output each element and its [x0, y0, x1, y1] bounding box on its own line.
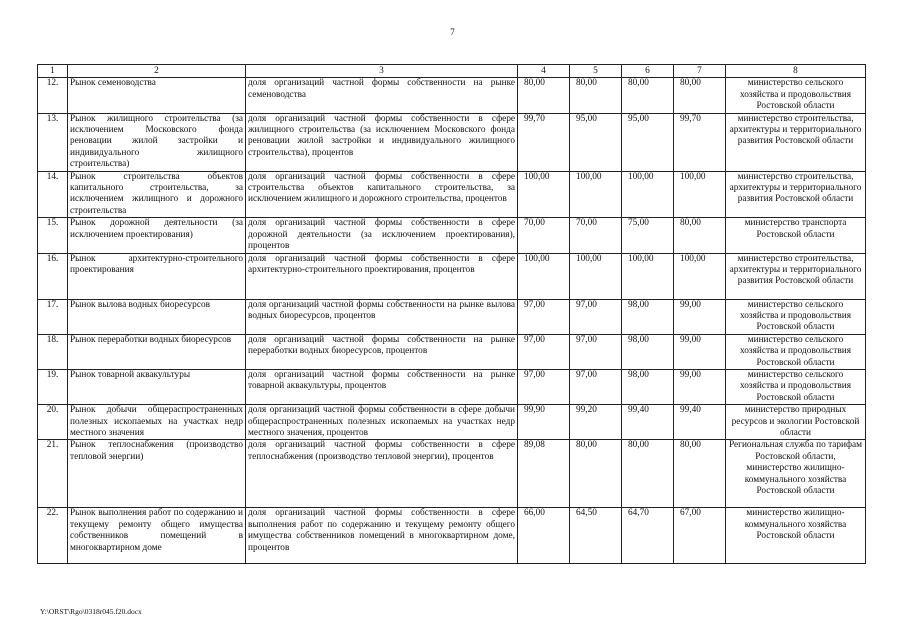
row-number: 17.	[38, 299, 68, 334]
value-col-4: 99,70	[518, 113, 570, 171]
value-col-7: 99,00	[674, 369, 726, 404]
responsible-organization: министерство сельского хозяйства и продовольствия Ростовской области	[726, 78, 866, 113]
value-col-5: 97,00	[570, 369, 622, 404]
indicator-description: доля организаций частной формы собственности в сфере жилищного строительства (за исключением Московского фонда реновации жилой застройки и индивидуального жилищного строительства), процентов	[246, 113, 518, 171]
column-header: 4	[518, 65, 570, 78]
value-col-4: 97,00	[518, 299, 570, 334]
column-header: 1	[38, 65, 68, 78]
column-header: 7	[674, 65, 726, 78]
indicator-description: доля организаций частной формы собственности в сфере выполнения работ по содержанию и текущему ремонту общего имущества собственников помещений в многоквартирном доме, процентов	[246, 508, 518, 564]
indicator-description: доля организаций частной формы собственности в сфере архитектурно-строительного проектирования, процентов	[246, 253, 518, 299]
table-row	[38, 113, 866, 171]
header-row	[38, 65, 866, 78]
value-col-6: 95,00	[622, 113, 674, 171]
column-header: 3	[246, 65, 518, 78]
column-header: 5	[570, 65, 622, 78]
table-row	[38, 218, 866, 253]
value-col-4: 100,00	[518, 171, 570, 218]
market-name: Рынок семеноводства	[68, 78, 246, 113]
responsible-organization: министерство строительства, архитектуры и территориального развития Ростовской области	[726, 113, 866, 171]
value-col-4: 70,00	[518, 218, 570, 253]
column-header: 2	[68, 65, 246, 78]
value-col-4: 80,00	[518, 78, 570, 113]
responsible-organization: министерство сельского хозяйства и продовольствия Ростовской области	[726, 334, 866, 369]
responsible-organization: министерство транспорта Ростовской области	[726, 218, 866, 253]
page-number: 7	[450, 27, 455, 37]
market-name: Рынок товарной аквакультуры	[68, 369, 246, 404]
table-row	[38, 334, 866, 369]
indicator-description: доля организаций частной формы собственности на рынке переработки водных биоресурсов, процентов	[246, 334, 518, 369]
row-number: 21.	[38, 440, 68, 508]
value-col-4: 66,00	[518, 508, 570, 564]
table-row	[38, 253, 866, 299]
responsible-organization: министерство строительства, архитектуры и территориального развития Ростовской области	[726, 253, 866, 299]
competition-indicators-table	[37, 64, 866, 564]
value-col-5: 95,00	[570, 113, 622, 171]
value-col-7: 80,00	[674, 218, 726, 253]
value-col-4: 89,08	[518, 440, 570, 508]
indicator-description: доля организаций частной формы собственности в сфере дорожной деятельности (за исключением проектирования), процентов	[246, 218, 518, 253]
value-col-6: 80,00	[622, 440, 674, 508]
responsible-organization: министерство сельского хозяйства и продовольствия Ростовской области	[726, 369, 866, 404]
indicator-description: доля организаций частной формы собственности на рынке вылова водных биоресурсов, процентов	[246, 299, 518, 334]
indicator-description: доля организаций частной формы собственности на рынке товарной аквакультуры, процентов	[246, 369, 518, 404]
value-col-7: 100,00	[674, 171, 726, 218]
value-col-7: 67,00	[674, 508, 726, 564]
value-col-6: 98,00	[622, 299, 674, 334]
value-col-7: 99,40	[674, 405, 726, 440]
market-name: Рынок добычи общераспространенных полезных ископаемых на участках недр местного значения	[68, 405, 246, 440]
table-row	[38, 440, 866, 508]
value-col-5: 80,00	[570, 440, 622, 508]
responsible-organization: министерство строительства, архитектуры и территориального развития Ростовской области	[726, 171, 866, 218]
value-col-6: 64,70	[622, 508, 674, 564]
value-col-4: 100,00	[518, 253, 570, 299]
table-row	[38, 508, 866, 564]
row-number: 19.	[38, 369, 68, 404]
row-number: 12.	[38, 78, 68, 113]
market-name: Рынок выполнения работ по содержанию и текущему ремонту общего имущества собственников помещений в многоквартирном доме	[68, 508, 246, 564]
value-col-5: 70,00	[570, 218, 622, 253]
value-col-6: 100,00	[622, 253, 674, 299]
column-header: 6	[622, 65, 674, 78]
row-number: 14.	[38, 171, 68, 218]
value-col-4: 97,00	[518, 334, 570, 369]
value-col-5: 80,00	[570, 78, 622, 113]
row-number: 16.	[38, 253, 68, 299]
table-row	[38, 405, 866, 440]
row-number: 15.	[38, 218, 68, 253]
responsible-organization: министерство природных ресурсов и экологии Ростовской области	[726, 405, 866, 440]
responsible-organization: министерство сельского хозяйства и продовольствия Ростовской области	[726, 299, 866, 334]
value-col-6: 80,00	[622, 78, 674, 113]
value-col-7: 99,70	[674, 113, 726, 171]
value-col-5: 97,00	[570, 299, 622, 334]
value-col-7: 100,00	[674, 253, 726, 299]
value-col-5: 100,00	[570, 171, 622, 218]
value-col-6: 75,00	[622, 218, 674, 253]
market-name: Рынок вылова водных биоресурсов	[68, 299, 246, 334]
market-name: Рынок теплоснабжения (производство тепловой энергии)	[68, 440, 246, 508]
column-header: 8	[726, 65, 866, 78]
value-col-7: 80,00	[674, 440, 726, 508]
indicator-description: доля организаций частной формы собственности на рынке семеноводства	[246, 78, 518, 113]
value-col-6: 98,00	[622, 334, 674, 369]
table-row	[38, 299, 866, 334]
value-col-6: 98,00	[622, 369, 674, 404]
file-path: Y:\ORST\Rgo\0318r045.f20.docx	[40, 607, 142, 616]
table-row	[38, 171, 866, 218]
value-col-7: 80,00	[674, 78, 726, 113]
market-name: Рынок архитектурно-строительного проектирования	[68, 253, 246, 299]
value-col-5: 97,00	[570, 334, 622, 369]
value-col-7: 99,00	[674, 334, 726, 369]
value-col-5: 99,20	[570, 405, 622, 440]
value-col-4: 97,00	[518, 369, 570, 404]
table-row	[38, 78, 866, 113]
table-row	[38, 369, 866, 404]
market-name: Рынок жилищного строительства (за исключением Московского фонда реновации жилой застройки и индивидуального жилищного строительства)	[68, 113, 246, 171]
row-number: 18.	[38, 334, 68, 369]
market-name: Рынок строительства объектов капитального строительства, за исключением жилищного и дорожного строительства	[68, 171, 246, 218]
row-number: 13.	[38, 113, 68, 171]
value-col-7: 99,00	[674, 299, 726, 334]
row-number: 20.	[38, 405, 68, 440]
value-col-4: 99,90	[518, 405, 570, 440]
responsible-organization: Региональная служба по тарифам Ростовской области, министерство жилищно-коммунального хозяйства Ростовской области	[726, 440, 866, 508]
value-col-6: 99,40	[622, 405, 674, 440]
market-name: Рынок переработки водных биоресурсов	[68, 334, 246, 369]
value-col-5: 64,50	[570, 508, 622, 564]
market-name: Рынок дорожной деятельности (за исключением проектирования)	[68, 218, 246, 253]
responsible-organization: министерство жилищно-коммунального хозяйства Ростовской области	[726, 508, 866, 564]
row-number: 22.	[38, 508, 68, 564]
indicator-description: доля организаций частной формы собственности в сфере теплоснабжения (производство тепловой энергии), процентов	[246, 440, 518, 508]
indicator-description: доля организаций частной формы собственности в сфере строительства объектов капитального строительства, за исключением жилищного и дорожного строительства, процентов	[246, 171, 518, 218]
indicator-description: доля организаций частной формы собственности в сфере добычи общераспространенных полезных ископаемых на участках недр местного значения, процентов	[246, 405, 518, 440]
value-col-5: 100,00	[570, 253, 622, 299]
value-col-6: 100,00	[622, 171, 674, 218]
